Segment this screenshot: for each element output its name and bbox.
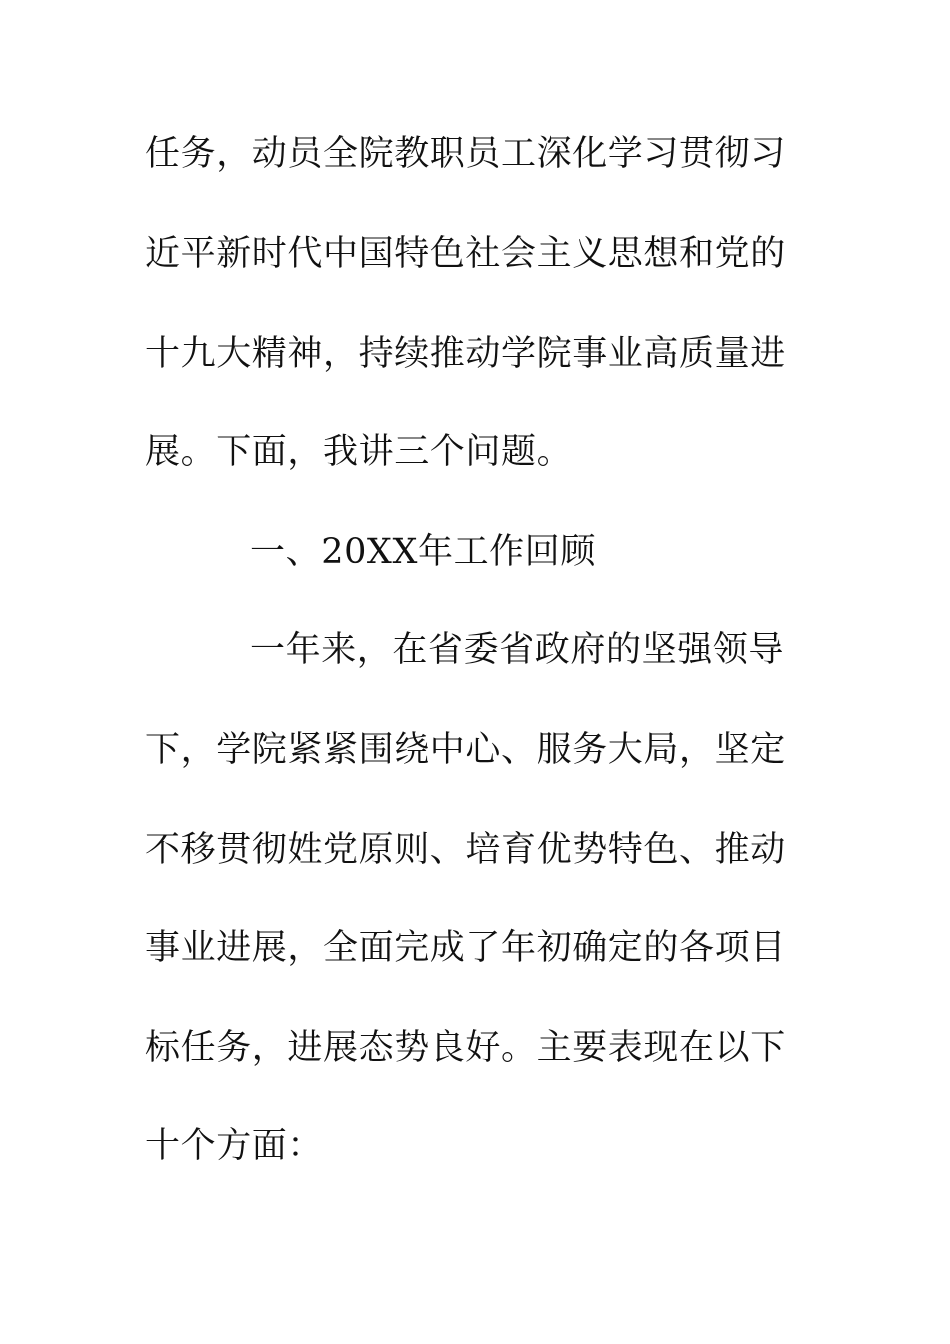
paragraph-line: 展。下面，我讲三个问题。 [145,432,573,472]
paragraph-line: 近平新时代中国特色社会主义思想和党的 [145,234,786,274]
section-heading: 一、20XX年工作回顾 [250,532,596,572]
paragraph-line: 任务，动员全院教职员工深化学习贯彻习 [145,134,786,174]
paragraph-line: 十九大精神，持续推动学院事业高质量进 [145,334,786,374]
paragraph-line: 标任务，进展态势良好。主要表现在以下 [145,1028,786,1068]
paragraph-line: 一年来，在省委省政府的坚强领导 [250,630,785,670]
paragraph-line: 事业进展，全面完成了年初确定的各项目 [145,928,786,968]
paragraph-line: 不移贯彻姓党原则、培育优势特色、推动 [145,830,786,870]
paragraph-line: 十个方面： [145,1126,324,1166]
paragraph-line: 下，学院紧紧围绕中心、服务大局，坚定 [145,730,786,770]
